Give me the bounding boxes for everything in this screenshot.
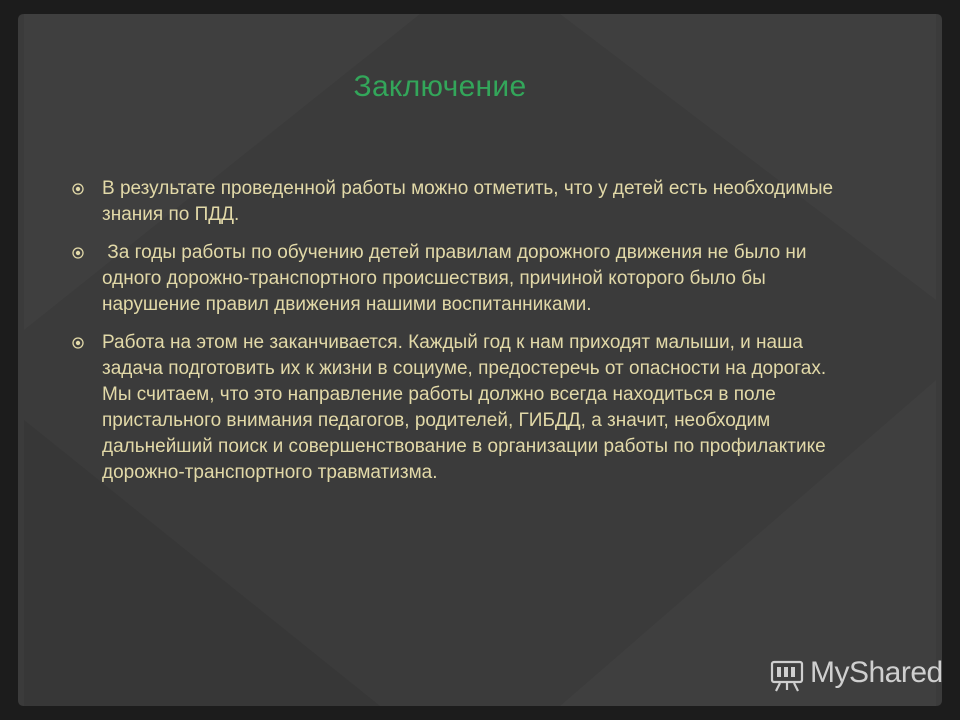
bullet-item xyxy=(70,176,840,228)
bullet-text: Работа на этом не заканчивается. Каждый год к нам приходят малыши, и наша задача подготовить их к жизни в социуме, предостеречь от опасности на дорогах. Мы считаем, что это направление работы должно всегда находиться в поле пристального внимания педагогов, родителей, ГИБДД, а значит, необходим дальнейший поиск и совершенствование в организации работы по профилактике дорожно-транспортного травматизма. xyxy=(102,332,837,483)
watermark-text: MyShared xyxy=(810,656,943,689)
bullet-item xyxy=(70,240,840,318)
presentation-board-icon xyxy=(768,656,806,694)
bullet-list xyxy=(70,176,840,498)
bullet-text: В результате проведенной работы можно отметить, что у детей есть необходимые знания по ПДД. xyxy=(102,178,834,225)
bullet-text: За годы работы по обучению детей правилам дорожного движения не было ни одного дорожно-транспортного происшествия, причиной которого было бы нарушение правил движения нашими воспитанниками. xyxy=(102,242,812,315)
bullet-item xyxy=(70,330,840,486)
circle-bullet-icon xyxy=(72,183,84,195)
slide-title: Заключение xyxy=(353,70,527,103)
myshared-watermark xyxy=(768,654,948,698)
circle-bullet-icon xyxy=(72,247,84,259)
circle-bullet-icon xyxy=(72,337,84,349)
